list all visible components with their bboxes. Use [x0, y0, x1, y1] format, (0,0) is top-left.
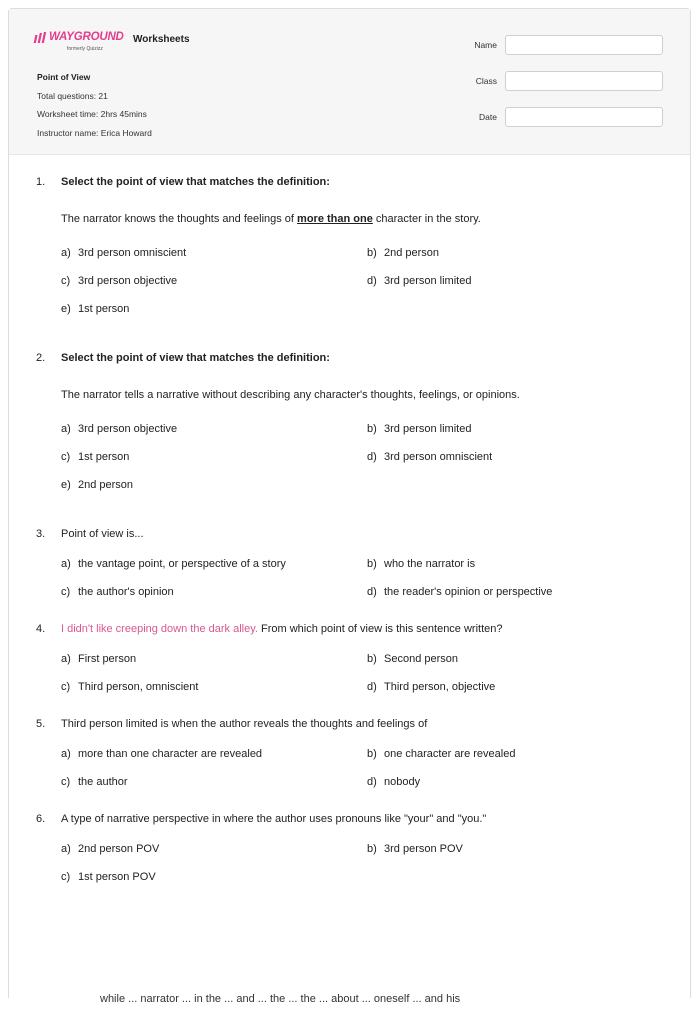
question-text: Select the point of view that matches the definition: [61, 352, 330, 364]
option-letter: c) [61, 275, 71, 287]
option-letter: c) [61, 451, 71, 463]
option-text: the reader's opinion or perspective [384, 586, 553, 598]
instructor-name: Instructor name: Erica Howard [37, 127, 152, 138]
answer-option[interactable] [61, 246, 367, 261]
logo-wordmark: WAYGROUND [49, 31, 124, 43]
question-number: 5. [36, 718, 46, 730]
answer-option[interactable] [61, 274, 367, 289]
question-prompt: From which point of view is this sentence written? [257, 623, 503, 635]
option-letter: b) [367, 653, 377, 665]
option-letter: d) [367, 275, 377, 287]
option-text: 1st person [78, 451, 130, 463]
option-letter: d) [367, 586, 377, 598]
answer-option[interactable] [367, 775, 617, 790]
option-letter: a) [61, 247, 71, 259]
answer-option[interactable] [367, 422, 617, 437]
question-stem [36, 175, 690, 189]
answer-options [61, 652, 690, 695]
answer-option[interactable] [367, 246, 617, 261]
question [36, 175, 690, 317]
option-text: Third person, omniscient [78, 681, 199, 693]
option-letter: a) [61, 653, 71, 665]
question-number: 6. [36, 813, 46, 825]
option-letter: e) [61, 479, 71, 491]
question-stem [36, 527, 690, 541]
answer-option[interactable] [367, 842, 617, 857]
option-text: Third person, objective [384, 681, 496, 693]
answer-option[interactable] [367, 680, 617, 695]
option-text: 3rd person limited [384, 423, 472, 435]
option-text: the author's opinion [78, 586, 174, 598]
answer-options [61, 246, 690, 317]
date-input[interactable] [505, 107, 663, 127]
definition-emphasis: more than one [297, 213, 373, 225]
wayground-logo-icon [36, 32, 48, 43]
highlighted-sentence: I didn't like creeping down the dark alley. [61, 623, 258, 635]
worksheet-topic: Point of View [37, 72, 91, 82]
option-text: 3rd person objective [78, 423, 178, 435]
option-text: Second person [384, 653, 458, 665]
question [36, 622, 690, 695]
option-text: 1st person [78, 303, 130, 315]
question-text: Third person limited is when the author reveals the thoughts and feelings of [61, 718, 428, 730]
answer-option[interactable] [61, 422, 367, 437]
answer-option[interactable] [61, 450, 367, 465]
option-text: nobody [384, 776, 421, 788]
option-text: 2nd person POV [78, 843, 160, 855]
answer-option[interactable] [367, 274, 617, 289]
question [36, 351, 690, 493]
option-text: the author [78, 776, 128, 788]
option-letter: b) [367, 423, 377, 435]
option-text: 1st person POV [78, 871, 156, 883]
question-text: Point of view is... [61, 528, 144, 540]
option-text: 3rd person objective [78, 275, 178, 287]
option-letter: b) [367, 247, 377, 259]
question-number: 1. [36, 176, 46, 188]
option-text: 3rd person POV [384, 843, 463, 855]
answer-option[interactable] [61, 870, 367, 885]
worksheet-time: Worksheet time: 2hrs 45mins [37, 109, 147, 119]
option-letter: b) [367, 748, 377, 760]
answer-options [61, 842, 690, 885]
definition-text: The narrator knows the thoughts and feelings of [61, 213, 298, 225]
answer-option[interactable] [61, 842, 367, 857]
question-number: 3. [36, 528, 46, 540]
logo-subtitle: formerly Quizizz [67, 46, 103, 52]
class-label: Class [475, 76, 497, 86]
option-letter: a) [61, 558, 71, 570]
class-input[interactable] [505, 71, 663, 91]
question-stem [36, 351, 690, 365]
option-letter: a) [61, 843, 71, 855]
question-definition [61, 213, 690, 225]
name-field [474, 34, 663, 56]
answer-option[interactable] [61, 478, 367, 493]
option-letter: a) [61, 423, 71, 435]
question-number: 4. [36, 623, 46, 635]
question [36, 527, 690, 600]
option-letter: d) [367, 776, 377, 788]
option-text: 2nd person [384, 247, 440, 259]
option-text: 3rd person omniscient [78, 247, 187, 259]
answer-options [61, 422, 690, 493]
question-stem [36, 622, 690, 636]
option-letter: b) [367, 843, 377, 855]
question-stem [36, 717, 690, 731]
class-field [474, 70, 663, 92]
option-text: First person [78, 653, 137, 665]
answer-option[interactable] [61, 652, 367, 667]
option-letter: d) [367, 681, 377, 693]
product-title: Worksheets [133, 34, 190, 45]
question-number: 2. [36, 352, 46, 364]
option-text: the vantage point, or perspective of a story [78, 558, 286, 570]
option-text: 3rd person limited [384, 275, 472, 287]
answer-option[interactable] [61, 302, 367, 317]
option-text: more than one character are revealed [78, 748, 263, 760]
option-letter: e) [61, 303, 71, 315]
option-text: 2nd person [78, 479, 134, 491]
name-input[interactable] [505, 35, 663, 55]
question [36, 717, 690, 790]
option-letter: a) [61, 748, 71, 760]
answer-option[interactable] [367, 450, 617, 465]
option-letter: c) [61, 776, 71, 788]
question-text: Select the point of view that matches the definition: [61, 176, 330, 188]
option-letter: c) [61, 871, 71, 883]
worksheet-meta [37, 68, 152, 142]
question-text [61, 622, 503, 636]
answer-option[interactable] [367, 747, 617, 762]
answer-option[interactable] [61, 585, 367, 600]
option-text: who the narrator is [384, 558, 476, 570]
definition-text: character in the story. [372, 213, 481, 225]
option-letter: b) [367, 558, 377, 570]
answer-option[interactable] [367, 652, 617, 667]
name-label: Name [474, 40, 497, 50]
option-letter: d) [367, 451, 377, 463]
next-question-cutoff: while ... narrator ... in the ... and ... the ... the ... about ... oneself ... and his [100, 993, 461, 1005]
answer-option[interactable] [61, 680, 367, 695]
date-field [474, 106, 663, 128]
worksheet-page [8, 8, 691, 1005]
date-label: Date [479, 112, 497, 122]
answer-option[interactable] [61, 557, 367, 572]
answer-options [61, 557, 690, 600]
student-fields [474, 34, 663, 142]
question-stem [36, 812, 690, 826]
brand [36, 31, 226, 61]
answer-options [61, 747, 690, 790]
answer-option[interactable] [61, 747, 367, 762]
option-letter: c) [61, 681, 71, 693]
question-definition: The narrator tells a narrative without describing any character's thoughts, feelings, or opinions. [61, 389, 520, 401]
total-questions: Total questions: 21 [37, 90, 108, 101]
answer-option[interactable] [367, 557, 617, 572]
worksheet-header [9, 9, 690, 155]
answer-option[interactable] [61, 775, 367, 790]
option-letter: c) [61, 586, 71, 598]
question-list [9, 155, 690, 885]
option-text: 3rd person omniscient [384, 451, 493, 463]
question [36, 812, 690, 885]
question-text: A type of narrative perspective in where the author uses pronouns like "your" and "you." [61, 813, 487, 825]
answer-option[interactable] [367, 585, 617, 600]
option-text: one character are revealed [384, 748, 516, 760]
